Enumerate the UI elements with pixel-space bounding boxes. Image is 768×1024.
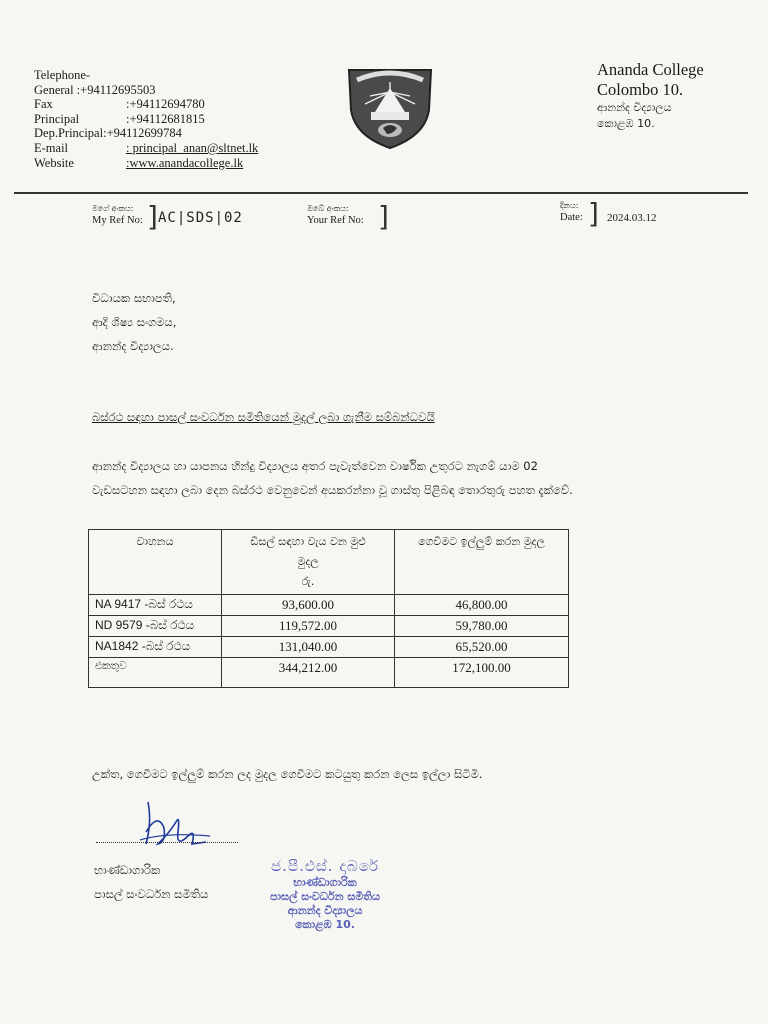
requested-cell: 65,520.00 — [395, 637, 569, 658]
stamp-line: ආනන්ද විද්‍යාලය — [287, 904, 363, 917]
college-city-sinhala: කොළඹ 10. — [597, 117, 655, 130]
diesel-total-cell: 344,212.00 — [222, 658, 395, 688]
date-label-text: Date: — [560, 212, 583, 223]
requested-total-cell: 172,100.00 — [395, 658, 569, 688]
requested-cell: 46,800.00 — [395, 595, 569, 616]
college-name-block — [597, 60, 704, 132]
header-diesel — [222, 530, 395, 595]
vehicle-cell: NA 9417 -බස් රථය — [89, 595, 222, 616]
table-row — [89, 637, 569, 658]
contact-value: +94112699784 — [106, 126, 182, 141]
date-label-sinhala: දිනය: — [560, 201, 579, 210]
contact-label: Principal — [34, 111, 80, 126]
contact-row-principal — [34, 112, 258, 127]
contact-label: Fax — [34, 97, 53, 112]
body-line: ආනන්ද විද්‍යාලය හා යාපනය හින්දු විද්‍යාලය අතර පැවැත්වෙන වාර්ෂික උතුරට නැගම් යාම 02 — [92, 459, 538, 473]
table-header-row — [89, 530, 569, 595]
table-row — [89, 595, 569, 616]
your-ref-label-sinhala: ඔබේ අංකය: — [307, 204, 349, 213]
date-label — [560, 200, 583, 224]
contact-value: +94112695503 — [80, 82, 156, 97]
contact-label: Website — [34, 155, 74, 170]
my-ref-label — [92, 203, 143, 227]
contact-value: :+94112694780 — [126, 97, 205, 112]
header-vehicle: වාහනය — [89, 530, 222, 595]
body-paragraph — [92, 454, 712, 502]
vehicle-cell: NA1842 -බස් රථය — [89, 637, 222, 658]
diesel-cell: 131,040.00 — [222, 637, 395, 658]
addressee-block — [92, 286, 176, 358]
closing-request: උක්ත, ගෙවීමට ඉල්ලුම් කරන ලද මුදල ගෙවීමට කටයුතු කරන ලෙස ඉල්ලා සිටිමි. — [92, 767, 483, 781]
bracket-icon: ] — [147, 200, 158, 233]
your-ref-label — [307, 203, 364, 227]
addressee-line: විධායක සභාපති, — [92, 291, 176, 305]
bracket-icon: ] — [588, 197, 599, 230]
diesel-cell: 119,572.00 — [222, 616, 395, 637]
amount-table — [88, 529, 569, 688]
your-ref-label-text: Your Ref No: — [307, 215, 364, 226]
table-row — [89, 616, 569, 637]
contact-row-website — [34, 156, 258, 171]
total-label-cell: එකතුව — [89, 658, 222, 688]
telephone-heading: Telephone- — [34, 68, 91, 82]
body-line: වැඩසටහන සඳහා ලබා දෙන බස්රථ වෙනුවෙන් අයකරන්නා වූ ගාස්තු පිළිබඳ තොරතුරු පහත දැක්වේ. — [92, 483, 573, 497]
contact-row-email — [34, 141, 258, 156]
college-name-sinhala: ආනන්ද විද්‍යාලය — [597, 101, 672, 114]
contact-block — [34, 68, 258, 170]
vehicle-cell: ND 9579 -බස් රථය — [89, 616, 222, 637]
college-name: Ananda College — [597, 60, 704, 79]
signatory-block — [94, 858, 208, 906]
college-crest-icon — [345, 66, 435, 150]
website-link[interactable]: :www.anandacollege.lk — [126, 155, 244, 170]
subject-line: බස්රථ සඳහා පාසල් සංවර්ධන සමිතියෙන් මුදල් ලබා ගැනීම සම්බන්ධවයි — [92, 410, 435, 424]
stamp-line: කොළඹ 10. — [295, 918, 355, 931]
bracket-icon: ] — [378, 200, 389, 233]
diesel-cell: 93,600.00 — [222, 595, 395, 616]
header-diesel-line2: මුදල — [297, 555, 319, 568]
contact-label: Dep.Principal: — [34, 126, 107, 141]
header-requested: ගෙවීමට ඉල්ලුම් කරන මුදල — [395, 530, 569, 595]
requested-cell: 59,780.00 — [395, 616, 569, 637]
contact-row-general — [34, 83, 258, 98]
contact-value: :+94112681815 — [126, 111, 205, 126]
contact-value: General : — [34, 82, 81, 97]
stamp-line: පාසල් සංවර්ධන සමිතිය — [270, 890, 381, 903]
contact-label: E-mail — [34, 140, 69, 155]
date-value: 2024.03.12 — [607, 212, 657, 224]
stamp-line: භාණ්ඩාගාරික — [293, 876, 357, 889]
my-ref-label-text: My Ref No: — [92, 215, 143, 226]
signatory-title: භාණ්ඩාගාරික — [94, 863, 161, 877]
signature-icon — [136, 792, 216, 863]
signature-line — [96, 842, 238, 843]
addressee-line: ආදි ශිෂ්‍ය සංගමය, — [92, 315, 177, 329]
my-ref-label-sinhala: මගේ අංකය: — [92, 204, 134, 213]
header-divider — [14, 192, 748, 194]
signatory-org: පාසල් සංවර්ධන සමිතිය — [94, 887, 209, 901]
stamp-line: ජ.පී.එස්. දාබරේ — [271, 857, 379, 875]
table-total-row — [89, 658, 569, 688]
my-ref-value: AC|SDS|02 — [158, 210, 243, 226]
header-diesel-line1: ඩීසල් සඳහා වැය වන මුළු — [250, 535, 366, 548]
email-link[interactable]: : principal_anan@sltnet.lk — [126, 140, 259, 155]
college-city: Colombo 10. — [597, 80, 684, 99]
header-diesel-unit: රු. — [301, 575, 315, 588]
official-stamp — [270, 856, 380, 932]
contact-row-fax — [34, 97, 258, 112]
addressee-line: ආනන්ද විද්‍යාලය. — [92, 339, 174, 353]
contact-row-dep-principal — [34, 126, 258, 141]
